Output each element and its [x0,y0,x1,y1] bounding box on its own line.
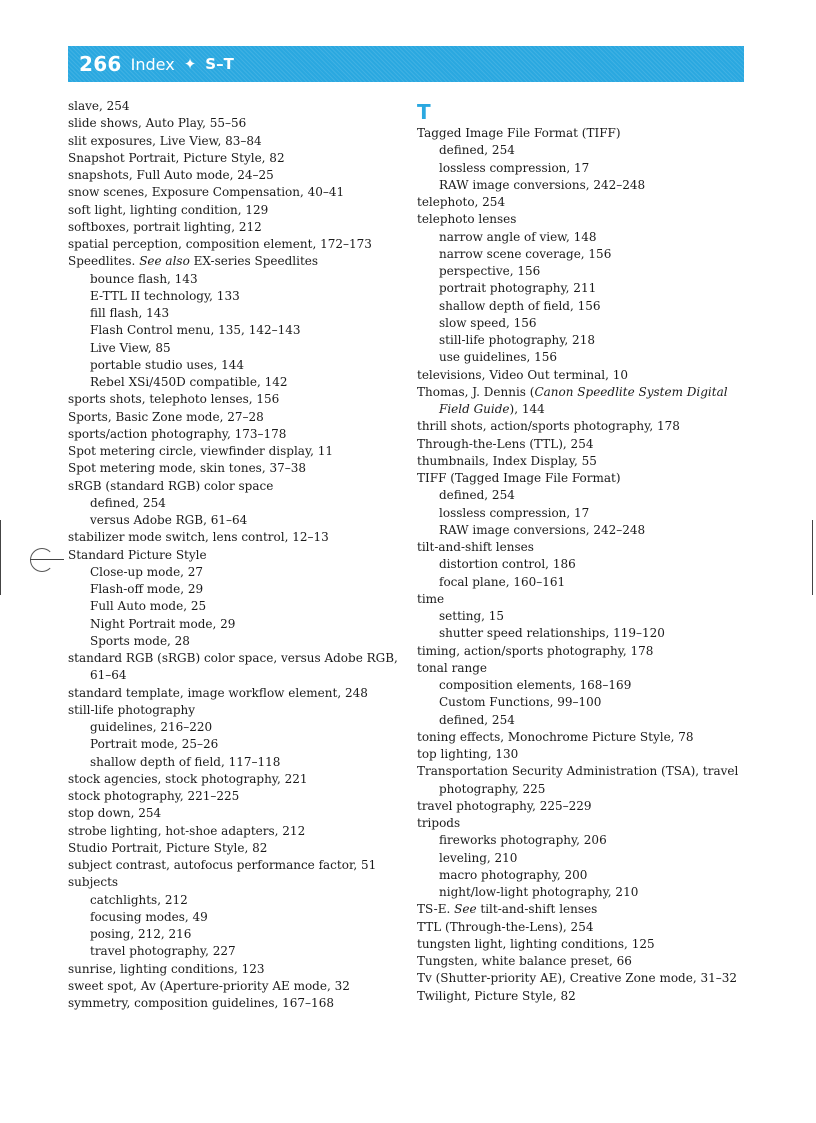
index-subentry: Live View, 85 [90,340,171,355]
index-subentry: focal plane, 160–161 [439,574,566,589]
index-subentry: distortion control, 186 [439,557,576,572]
index-subentry: fireworks photography, 206 [439,833,607,848]
index-subentry: use guidelines, 156 [439,350,558,365]
entry-text: Thomas, J. Dennis ( [417,384,535,399]
index-entry: Tv (Shutter-priority AE), Creative Zone mode, 31–32 [417,971,737,986]
index-entry [417,384,762,419]
index-subentry: night/low-light photography, 210 [439,885,639,899]
index-subentry: travel photography, 227 [90,944,236,959]
index-entry: telephoto, 254 [417,195,506,209]
index-subentry: setting, 15 [439,609,505,623]
index-entry: sunrise, lighting conditions, 123 [68,961,265,976]
letter-range: S–T [205,55,234,73]
index-entry: symmetry, composition guidelines, 167–168 [68,996,334,1010]
index-subentry: narrow angle of view, 148 [439,229,597,244]
index-entry: subjects [68,875,119,890]
index-subentry: defined, 254 [90,495,166,510]
index-entry: tungsten light, lighting conditions, 125 [417,936,655,951]
index-entry: slave, 254 [68,99,130,113]
index-subentry: defined, 254 [439,488,515,503]
index-entry: toning effects, Monochrome Picture Style, 78 [417,729,694,744]
see-also-ref: See also [139,254,190,269]
index-entry: soft light, lighting condition, 129 [68,202,269,217]
index-entry [68,253,408,270]
index-entry: Snapshot Portrait, Picture Style, 82 [68,150,285,165]
index-entry: softboxes, portrait lighting, 212 [68,219,262,234]
index-subentry: leveling, 210 [439,850,518,865]
index-entry: sweet spot, Av (Aperture-priority AE mode, 32 [68,978,350,993]
index-subentry: Night Portrait mode, 29 [90,616,236,631]
index-subentry: guidelines, 216–220 [90,720,213,734]
index-entry [417,901,762,918]
index-subentry: shallow depth of field, 156 [439,298,601,313]
index-subentry: perspective, 156 [439,264,541,278]
index-entry: snow scenes, Exposure Compensation, 40–41 [68,185,345,200]
index-subentry: Portrait mode, 25–26 [90,737,219,752]
index-subentry: versus Adobe RGB, 61–64 [90,513,248,527]
index-entry: sports/action photography, 173–178 [68,426,287,441]
index-entry: thumbnails, Index Display, 55 [417,453,597,468]
index-entry: televisions, Video Out terminal, 10 [417,367,629,382]
entry-text: EX-series Speedlites [193,254,319,269]
crop-mark [0,520,1,595]
index-entry: strobe lighting, hot-shoe adapters, 212 [68,823,306,838]
section-title: Index [130,54,175,74]
index-entry: timing, action/sports photography, 178 [417,643,654,658]
index-subentry: narrow scene coverage, 156 [439,246,612,261]
index-entry: Tagged Image File Format (TIFF) [417,126,621,140]
diamond-separator-icon: ✦ [183,55,197,73]
index-subentry: RAW image conversions, 242–248 [439,177,646,192]
index-subentry: Custom Functions, 99–100 [439,695,602,710]
index-entry: top lighting, 130 [417,747,519,761]
index-subentry: catchlights, 212 [90,892,188,907]
index-entry: slit exposures, Live View, 83–84 [68,133,262,148]
index-subentry: macro photography, 200 [439,867,588,882]
index-entry: sRGB (standard RGB) color space [68,478,274,493]
index-subentry: Sports mode, 28 [90,633,190,648]
index-entry: thrill shots, action/sports photography, 178 [417,419,680,434]
index-column-right [417,98,762,1005]
crop-mark [812,520,813,595]
index-subentry: shallow depth of field, 117–118 [90,754,281,769]
index-entry: snapshots, Full Auto mode, 24–25 [68,168,274,182]
index-subentry: focusing modes, 49 [90,909,208,924]
index-subentry: lossless compression, 17 [439,505,590,520]
index-subentry: composition elements, 168–169 [439,678,632,692]
index-entry: slide shows, Auto Play, 55–56 [68,116,247,131]
index-subentry: defined, 254 [439,712,515,727]
index-subentry: lossless compression, 17 [439,160,590,175]
index-entry: TIFF (Tagged Image File Format) [417,471,621,485]
index-subentry: Close-up mode, 27 [90,564,204,579]
index-entry: subject contrast, autofocus performance factor, 51 [68,858,377,872]
index-entry: Twilight, Picture Style, 82 [417,988,576,1003]
index-subentry: Full Auto mode, 25 [90,599,207,614]
index-entry: tripods [417,816,461,830]
index-subentry: portable studio uses, 144 [90,357,245,372]
entry-text: ), 144 [509,402,545,416]
page-number: 266 [79,52,122,76]
registration-mark [30,548,54,572]
index-entry: travel photography, 225–229 [417,798,592,813]
index-subentry: E-TTL II technology, 133 [90,288,240,303]
index-column-left [68,98,408,1012]
index-subentry: Rebel XSi/450D compatible, 142 [90,375,288,389]
index-subentry: defined, 254 [439,143,515,158]
running-header [68,46,744,82]
index-subentry: bounce flash, 143 [90,271,198,286]
see-ref: See [454,902,477,917]
crop-mark [30,559,64,560]
entry-text: tilt-and-shift lenses [480,902,598,917]
index-entry: TTL (Through-the-Lens), 254 [417,919,594,934]
index-entry: stabilizer mode switch, lens control, 12–13 [68,530,329,545]
index-entry: Spot metering mode, skin tones, 37–38 [68,461,306,476]
index-entry: stop down, 254 [68,806,162,821]
index-entry: Studio Portrait, Picture Style, 82 [68,840,268,855]
index-subentry: Flash Control menu, 135, 142–143 [90,323,301,338]
index-subentry: still-life photography, 218 [439,333,595,347]
index-subentry: RAW image conversions, 242–248 [439,522,646,537]
index-subentry: slow speed, 156 [439,315,537,330]
letter-heading: T [417,100,431,124]
entry-text: TS-E. [417,902,451,917]
index-subentry: portrait photography, 211 [439,281,597,296]
book-title: Canon Speedlite System Digital Field Guide [439,384,728,416]
index-entry: Spot metering circle, viewfinder display, 11 [68,444,334,458]
index-entry: spatial perception, composition element, 172–173 [68,237,372,251]
index-subentry: Flash-off mode, 29 [90,582,204,596]
index-entry: stock photography, 221–225 [68,789,240,803]
index-entry: stock agencies, stock photography, 221 [68,771,308,786]
index-entry: Transportation Security Administration (TSA), travel photography, 225 [417,764,739,796]
index-entry: still-life photography [68,702,196,717]
entry-text: Speedlites. [68,254,136,269]
index-entry: standard template, image workflow element, 248 [68,685,368,700]
index-entry: Standard Picture Style [68,547,207,562]
index-entry: Tungsten, white balance preset, 66 [417,954,632,968]
index-entry: Through-the-Lens (TTL), 254 [417,436,594,451]
index-entry: tilt-and-shift lenses [417,540,534,554]
index-entry: time [417,591,445,606]
index-entry: Sports, Basic Zone mode, 27–28 [68,409,264,424]
index-entry: telephoto lenses [417,212,517,227]
index-entry: tonal range [417,660,487,675]
index-entry: sports shots, telephoto lenses, 156 [68,392,280,407]
index-subentry: fill flash, 143 [90,306,170,320]
index-subentry: posing, 212, 216 [90,927,192,941]
index-subentry: shutter speed relationships, 119–120 [439,626,665,641]
index-entry: standard RGB (sRGB) color space, versus Adobe RGB, 61–64 [68,651,398,683]
